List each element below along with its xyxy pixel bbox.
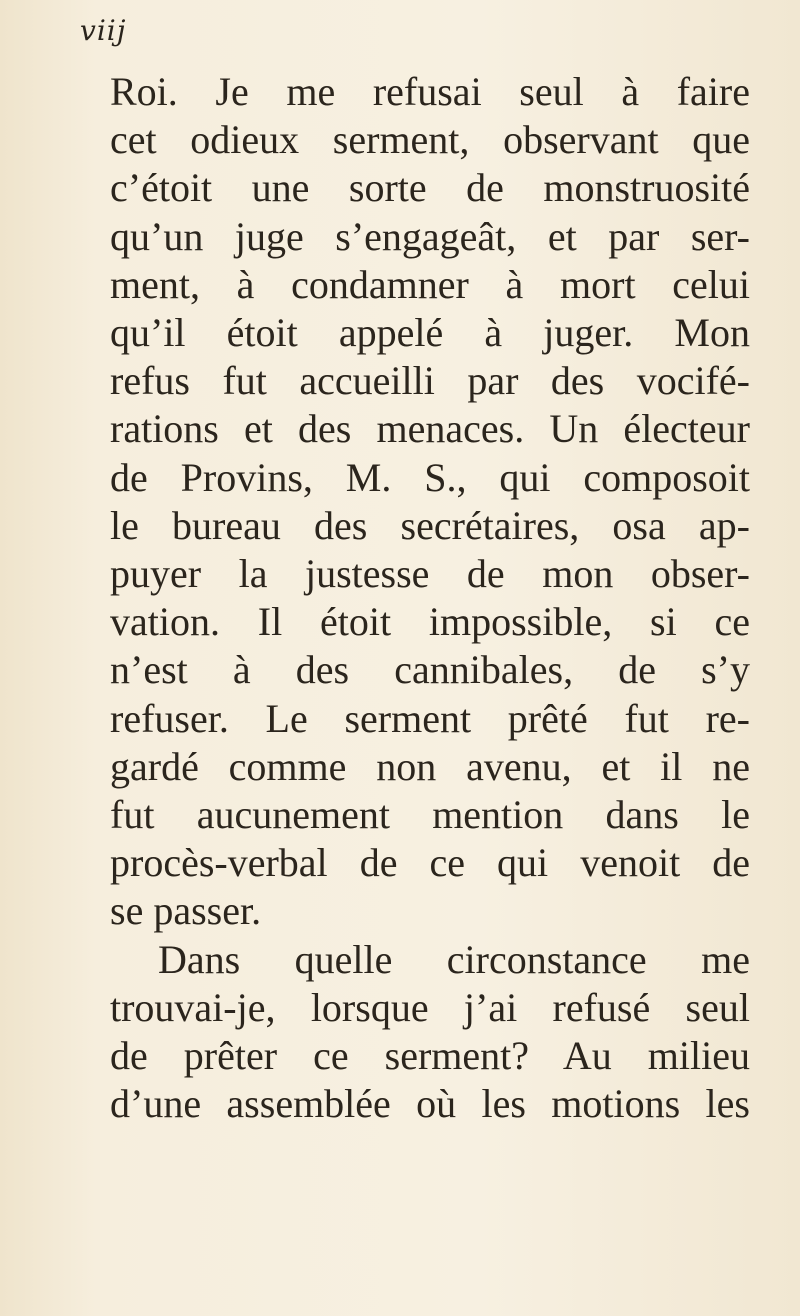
text-line: rations et des menaces. Un électeur [110,406,750,452]
text-line: gardé comme non avenu, et il ne [110,743,750,789]
text-line: Dans quelle circonstance me [158,936,750,982]
text-line: n’est à des cannibales, de s’y [110,647,750,693]
text-line: ment, à condamner à mort celui [110,261,750,307]
text-line: c’étoit une sorte de monstruosité [110,165,750,211]
text-line: refus fut accueilli par des vocifé- [110,358,750,404]
text-line: trouvai-je, lorsque j’ai refusé seul [110,984,750,1030]
text-line: puyer la justesse de mon obser- [110,551,750,597]
text-line: de Provins, M. S., qui composoit [110,454,750,500]
text-line: Roi. Je me refusai seul à faire [110,69,750,114]
text-line: de prêter ce serment? Au milieu [110,1033,750,1079]
text-line: refuser. Le serment prêté fut re- [110,695,750,741]
text-line: vation. Il étoit impossible, si ce [110,599,750,645]
text-line: se passer. [110,888,262,934]
text-line: qu’il étoit appelé à juger. Mon [110,310,750,356]
page-folio: viij [80,14,127,47]
text-line: fut aucunement mention dans le [110,792,750,838]
text-line: procès-verbal de ce qui venoit de [110,840,750,886]
text-line: le bureau des secrétaires, osa ap- [110,502,750,548]
text-line: cet odieux serment, observant que [110,117,750,163]
body-text [110,68,750,1128]
text-line: qu’un juge s’engageât, et par ser- [110,213,750,259]
text-line: d’une assemblée où les motions les [110,1081,750,1127]
